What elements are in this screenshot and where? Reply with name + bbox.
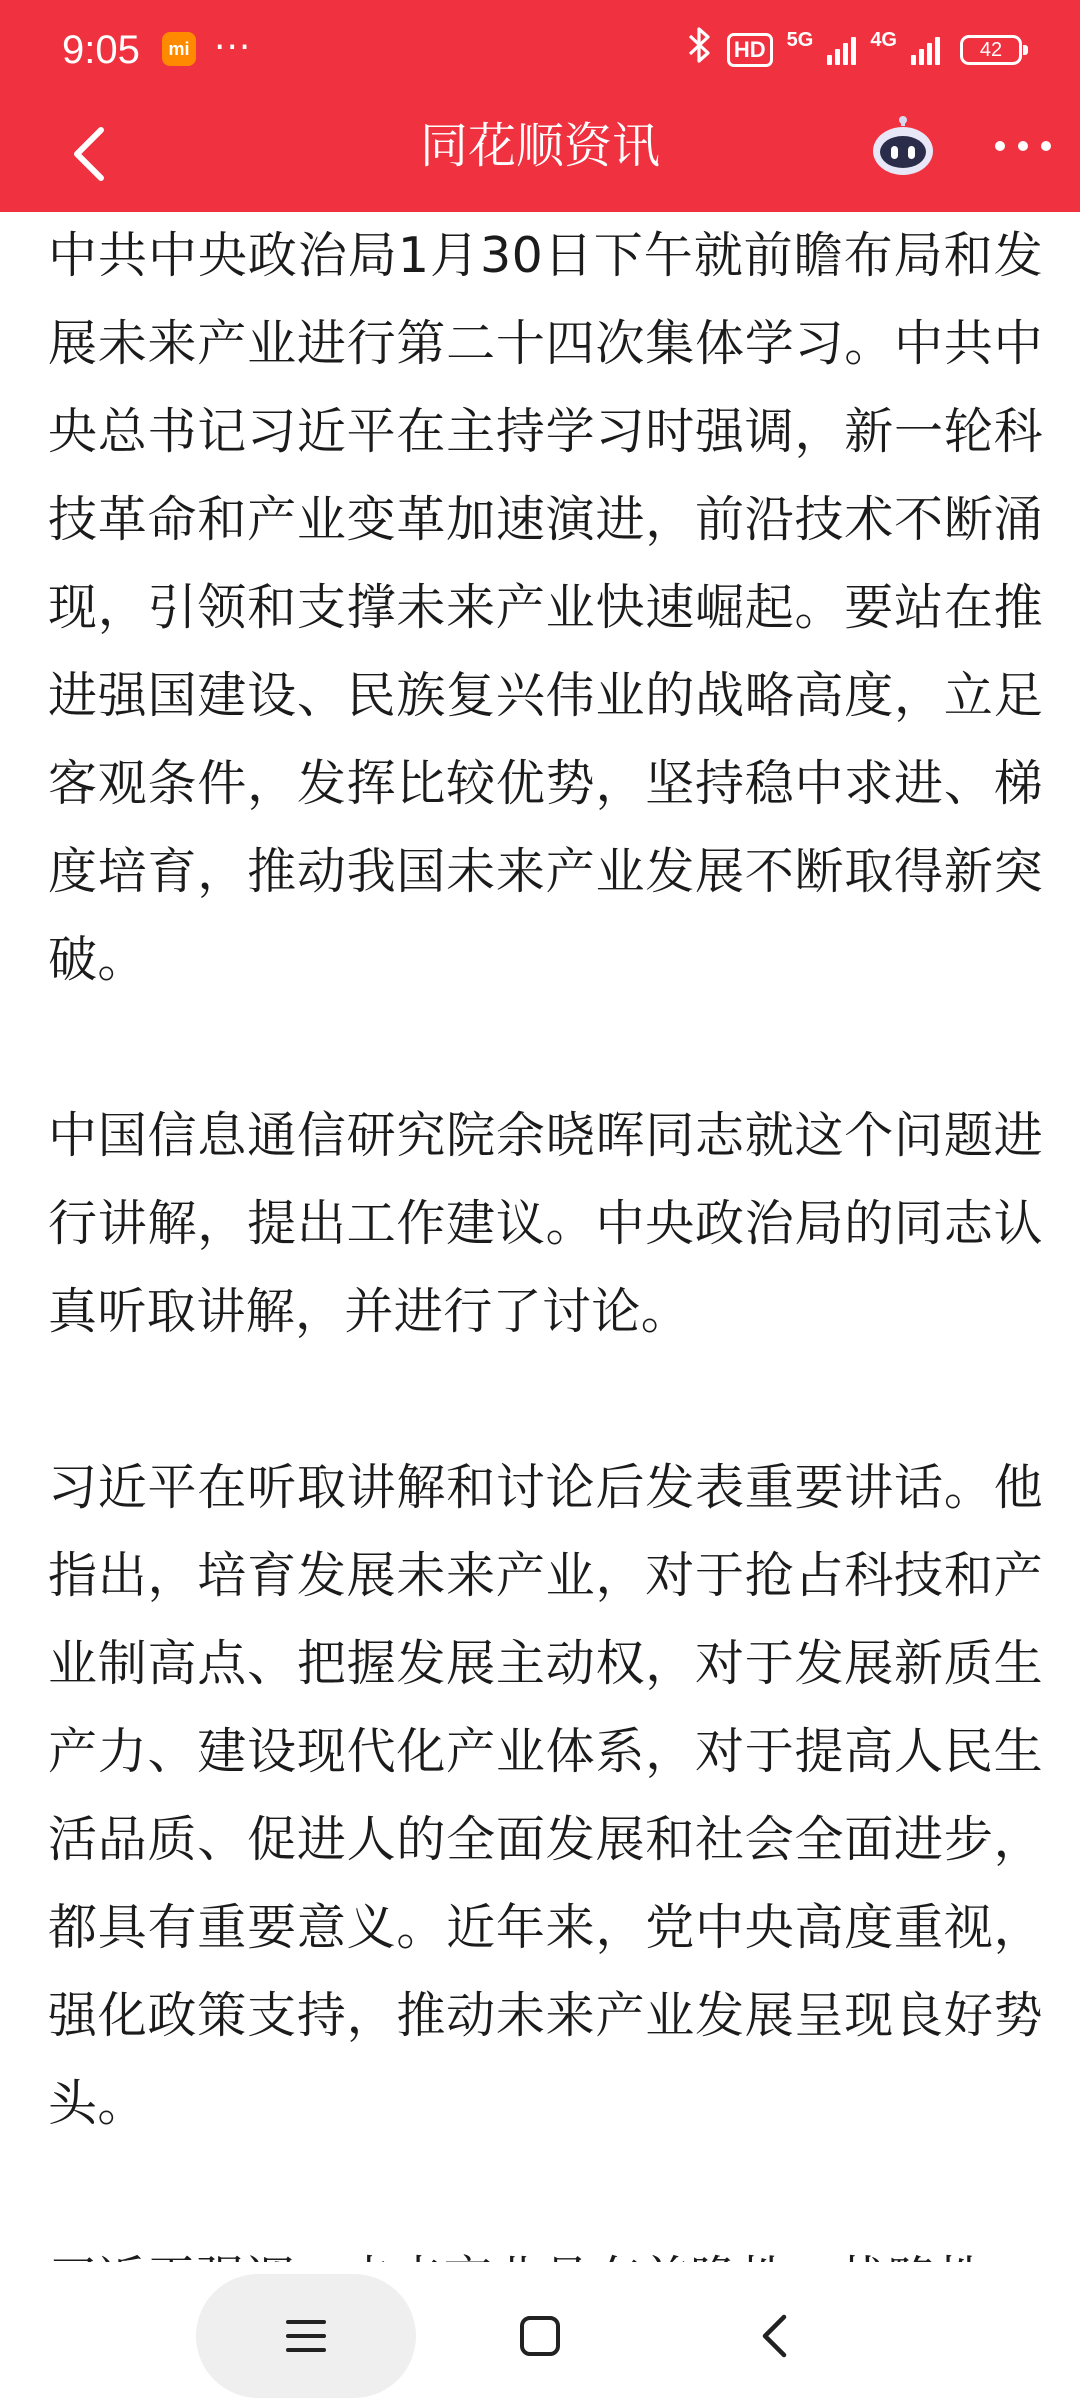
system-back-button[interactable]	[734, 2274, 814, 2398]
back-chevron-icon	[758, 2313, 790, 2359]
more-button[interactable]	[988, 116, 1058, 176]
status-time: 9:05	[62, 28, 140, 72]
signal-5g-icon	[827, 35, 856, 65]
recent-apps-button[interactable]	[196, 2274, 416, 2398]
robot-icon	[870, 116, 936, 178]
title-bar	[0, 100, 1080, 212]
signal-4g-icon	[911, 35, 940, 65]
app-header	[0, 0, 1080, 212]
home-button[interactable]	[500, 2274, 580, 2398]
status-indicators	[687, 28, 1022, 72]
article-paragraph: 中国信息通信研究院余晓晖同志就这个问题进行讲解，提出工作建议。中央政治局的同志认真听取讲解，并进行了讨论。	[48, 1107, 1043, 1340]
bluetooth-icon	[687, 26, 713, 75]
home-square-icon	[519, 2315, 561, 2357]
more-dots-icon	[993, 139, 1053, 153]
mi-app-icon: mi	[162, 32, 196, 66]
status-bar	[0, 0, 1080, 100]
page-title: 同花顺资讯	[419, 118, 660, 174]
chevron-left-icon	[69, 124, 109, 184]
article-body[interactable]	[48, 212, 1043, 2262]
hd-voice-icon: HD	[727, 33, 773, 67]
network-5g-label: 5G	[786, 29, 814, 51]
notification-more-icon: ···	[214, 27, 252, 68]
article-paragraph: 习近平在听取讲解和讨论后发表重要讲话。他指出，培育发展未来产业，对于抢占科技和产业制高点、把握发展主动权，对于发展新质生产力、建设现代化产业体系，对于提高人民生活品质、促进人的全面发展和社会全面进步，都具有重要意义。近年来，党中央高度重视，强化政策支持，推动未来产业发展呈现良好势头。	[48, 1459, 1043, 2132]
assistant-button[interactable]	[868, 108, 938, 186]
system-nav-bar	[0, 2262, 1080, 2400]
network-4g-label: 4G	[870, 29, 897, 51]
battery-icon: 42	[960, 35, 1022, 65]
back-button[interactable]	[54, 114, 124, 194]
article-paragraph: 中共中央政治局1月30日下午就前瞻布局和发展未来产业进行第二十四次集体学习。中共中央总书记习近平在主持学习时强调，新一轮科技革命和产业变革加速演进，前沿技术不断涌现，引领和支撑未来产业快速崛起。要站在推进强国建设、民族复兴伟业的战略高度，立足客观条件，发挥比较优势，坚持稳中求进、梯度培育，推动我国未来产业发展不断取得新突破。	[48, 227, 1043, 988]
menu-icon	[284, 2318, 328, 2354]
